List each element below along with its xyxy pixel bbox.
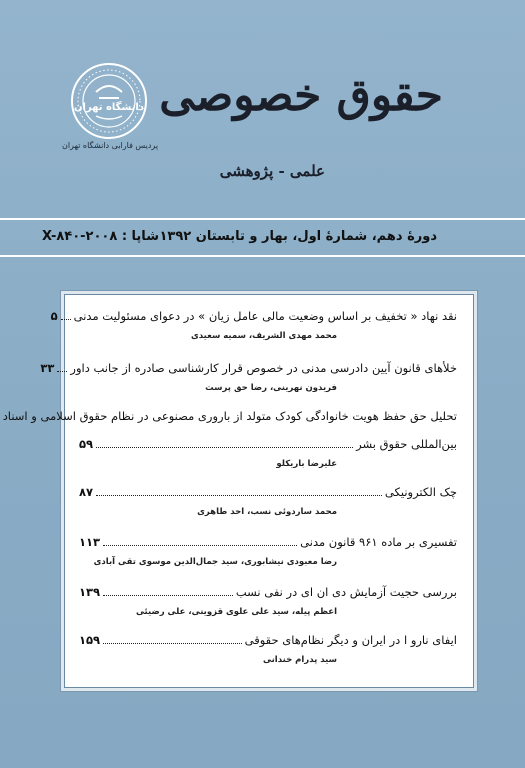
toc-entry <box>79 535 457 567</box>
toc-entry-authors: فریدون نهرینی، رضا حق پرست <box>205 383 337 393</box>
toc-entry-page: ۱۵۹ <box>79 633 101 647</box>
divider-stripe-top <box>0 218 525 220</box>
table-of-contents <box>2 294 474 688</box>
volume-issue-line: دورهٔ دهم، شمارهٔ اول، بهار و تابستان ۱۳۹۲ <box>159 229 437 244</box>
toc-entry <box>79 485 457 517</box>
toc-entry <box>79 633 457 665</box>
toc-entry-authors: محمد ساردوئی نسب، احد طاهری <box>197 507 337 517</box>
university-seal-logo <box>70 62 148 140</box>
toc-entry-authors: علیرضا باریکلو <box>276 459 337 469</box>
toc-entry-authors: سید پدرام خندانی <box>262 655 337 665</box>
leader-dots <box>96 447 353 448</box>
leader-dots <box>103 545 297 546</box>
leader-dots <box>103 595 233 596</box>
toc-entry-title: ایفای نارو ا در ایران و دیگر نظام‌های حقوقی <box>244 633 457 647</box>
issn-line: شاپا : X-۸۴۰-۲۰۰۸ <box>42 229 159 244</box>
toc-entry-page: ۵ <box>50 309 58 323</box>
journal-subtitle: علمی - پژوهشی <box>219 162 325 180</box>
toc-entry-page: ۳۳ <box>40 361 55 375</box>
leader-dots <box>103 643 242 644</box>
toc-entry-authors: اعظم پیله، سید علی علوی قزوینی، علی رضیئی <box>135 607 337 617</box>
toc-entry-title: نقد نهاد « تخفیف بر اساس وضعیت مالی عامل زیان » در دعوای مسئولیت مدنی <box>73 309 457 323</box>
toc-entry <box>2 409 457 469</box>
toc-entry-title: چک الکترونیکی <box>384 485 457 499</box>
toc-entry-title: خلأهای قانون آیین دادرسی مدنی در خصوص قرار کارشناسی صادره از جانب داور <box>70 361 457 375</box>
toc-entry-authors: رضا معبودی نیشابوری، سید جمال‌الدین موسوی تقی آبادی <box>93 557 337 567</box>
toc-entry-page: ۸۷ <box>79 485 94 499</box>
toc-entry-title-line: تحلیل حق حفظ هویت خانوادگی کودک متولد از باروری مصنوعی در نظام حقوق اسلامی و اسناد <box>2 409 457 423</box>
toc-entry-page: ۱۱۳ <box>79 535 101 549</box>
divider-stripe-bottom <box>0 255 525 257</box>
toc-entry-page: ۵۹ <box>79 437 94 451</box>
leader-dots <box>57 371 67 372</box>
toc-entry <box>40 361 457 393</box>
logo-caption: پردیس فارابی دانشگاه تهران <box>61 141 159 150</box>
leader-dots <box>96 495 382 496</box>
leader-dots <box>61 319 71 320</box>
toc-entry-title: بین‌المللی حقوق بشر <box>356 437 457 451</box>
toc-entry-authors: محمد مهدی الشریف، سمیه سعیدی <box>190 331 337 341</box>
journal-title: حقوق خصوصی <box>159 70 443 121</box>
toc-entry <box>79 585 457 617</box>
toc-entry-title: بررسی حجیت آزمایش دی ان ای در نفی نسب <box>235 585 457 599</box>
toc-entry-page: ۱۳۹ <box>79 585 101 599</box>
toc-entry <box>50 309 457 341</box>
logo-text: دانشگاه تهران <box>74 102 144 113</box>
toc-entry-title: تفسیری بر ماده ۹۶۱ قانون مدنی <box>300 535 457 549</box>
